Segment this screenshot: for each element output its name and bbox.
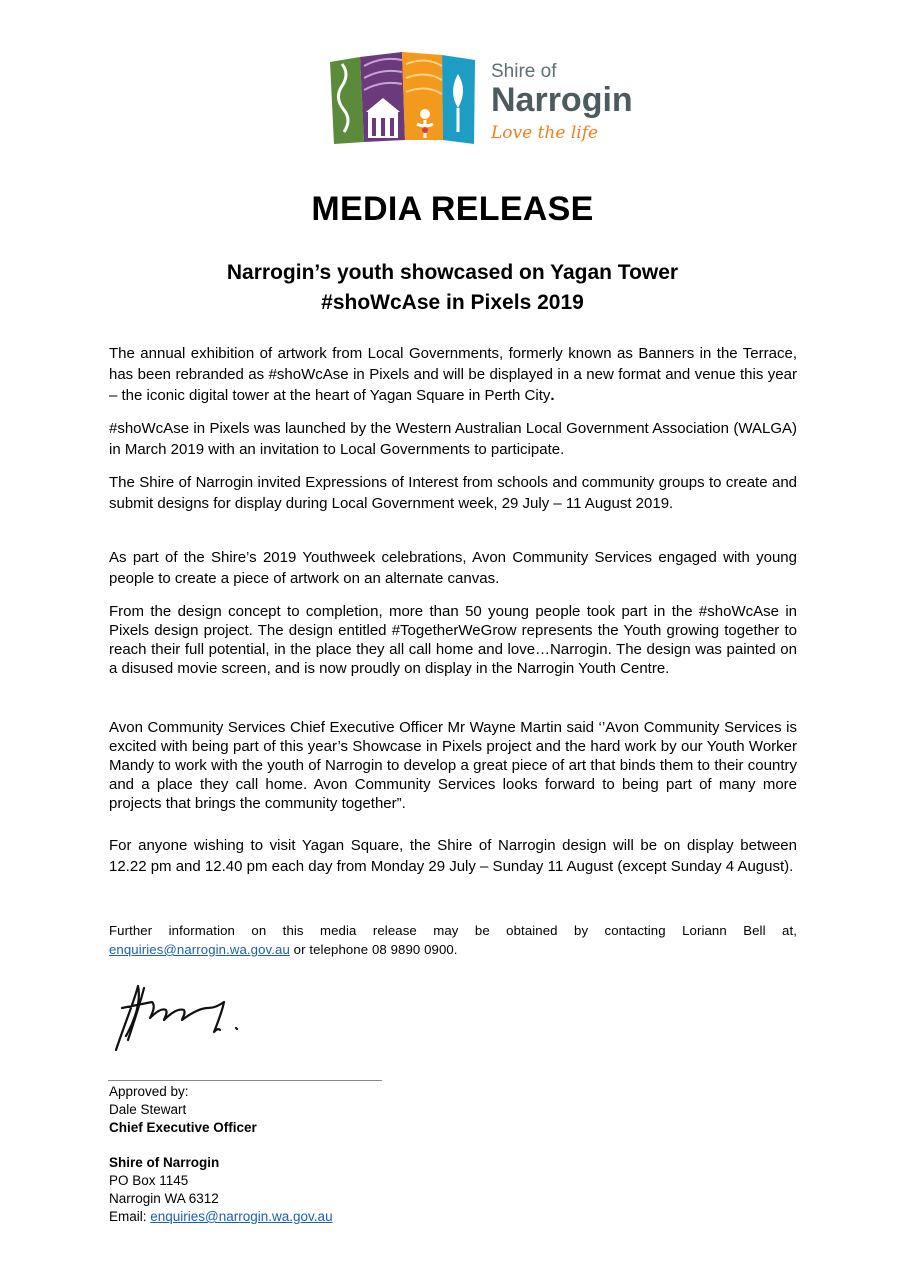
paragraph-2: #shoWcAse in Pixels was launched by the Western Australian Local Government Association (WALGA) in March 2019 with an invitation to Local Governments to participate.: [109, 420, 797, 458]
address-email-row: [109, 1208, 333, 1226]
signatory-position: Chief Executive Officer: [109, 1120, 257, 1135]
paragraph-1-text: The annual exhibition of artwork from Local Governments, formerly known as Banners in the Terrace, has been rebranded as #shoWcAse in Pixels and will be displayed in a new format and venue this year – the iconic digital tower at the heart of Yagan Square in Perth City: [109, 345, 797, 404]
address-email-label: Email:: [109, 1209, 151, 1224]
shire-logo: [330, 52, 650, 152]
contact-note: [109, 921, 797, 959]
paragraph-3: The Shire of Narrogin invited Expressions of Interest from schools and community groups to create and submit designs for display during Local Government week, 29 July – 11 August 2019.: [109, 474, 797, 512]
approved-by-label: Approved by:: [109, 1084, 189, 1099]
paragraph-7: For anyone wishing to visit Yagan Square, the Shire of Narrogin design will be on display between 12.22 pm and 12.40 pm each day from Monday 29 July – Sunday 11 August (except Sunday 4 August).: [109, 837, 797, 875]
logo-wordmark: [491, 62, 633, 144]
page-subtitle: [0, 258, 905, 318]
address-town: Narrogin WA 6312: [109, 1191, 219, 1206]
paragraph-4: As part of the Shire’s 2019 Youthweek celebrations, Avon Community Services engaged with young people to create a piece of artwork on an alternate canvas.: [109, 549, 797, 587]
signature-image: [108, 978, 248, 1058]
paragraph-5: From the design concept to completion, more than 50 young people took part in the #shoWcAse in Pixels design project. The design entitled #TogetherWeGrow represents the Youth growing together to reach their full potential, in the place they all call home and love…Narrogin. The design was painted on a disused movie screen, and is now proudly on display in the Narrogin Youth Centre.: [109, 603, 797, 677]
address-block: [109, 1154, 333, 1226]
logo-shire-of: Shire of: [491, 61, 557, 82]
subtitle-line-1: Narrogin’s youth showcased on Yagan Tower: [226, 261, 679, 284]
signatory-name: Dale Stewart: [109, 1102, 187, 1117]
address-po-box: PO Box 1145: [109, 1173, 189, 1188]
contact-note-phone: or telephone 08 9890 0900.: [289, 942, 458, 957]
page-title: MEDIA RELEASE: [311, 190, 594, 228]
shire-logo-mark-icon: [330, 52, 480, 152]
address-org: Shire of Narrogin: [109, 1155, 220, 1170]
signature-line: [108, 1080, 382, 1081]
subtitle-line-2: #shoWcAse in Pixels 2019: [321, 291, 584, 314]
contact-email-link[interactable]: enquiries@narrogin.wa.gov.au: [109, 942, 290, 957]
logo-name: Narrogin: [491, 81, 633, 119]
address-email-link[interactable]: enquiries@narrogin.wa.gov.au: [150, 1209, 333, 1224]
logo-tagline: Love the life: [491, 123, 599, 143]
paragraph-6: Avon Community Services Chief Executive Officer Mr Wayne Martin said ‘’Avon Community Services is excited with being part of this year’s Showcase in Pixels project and the hard work by our Youth Worker Mandy to work with the youth of Narrogin to develop a great piece of art that binds them to their country and a place they call home. Avon Community Services looks forward to being part of many more projects that brings the community together”.: [109, 719, 797, 812]
contact-note-text: Further information on this media release may be obtained by contacting Loriann Bell at,: [109, 923, 797, 938]
paragraph-1: [109, 343, 797, 406]
approval-block: [109, 1083, 257, 1137]
paragraph-1-end: .: [550, 387, 555, 404]
